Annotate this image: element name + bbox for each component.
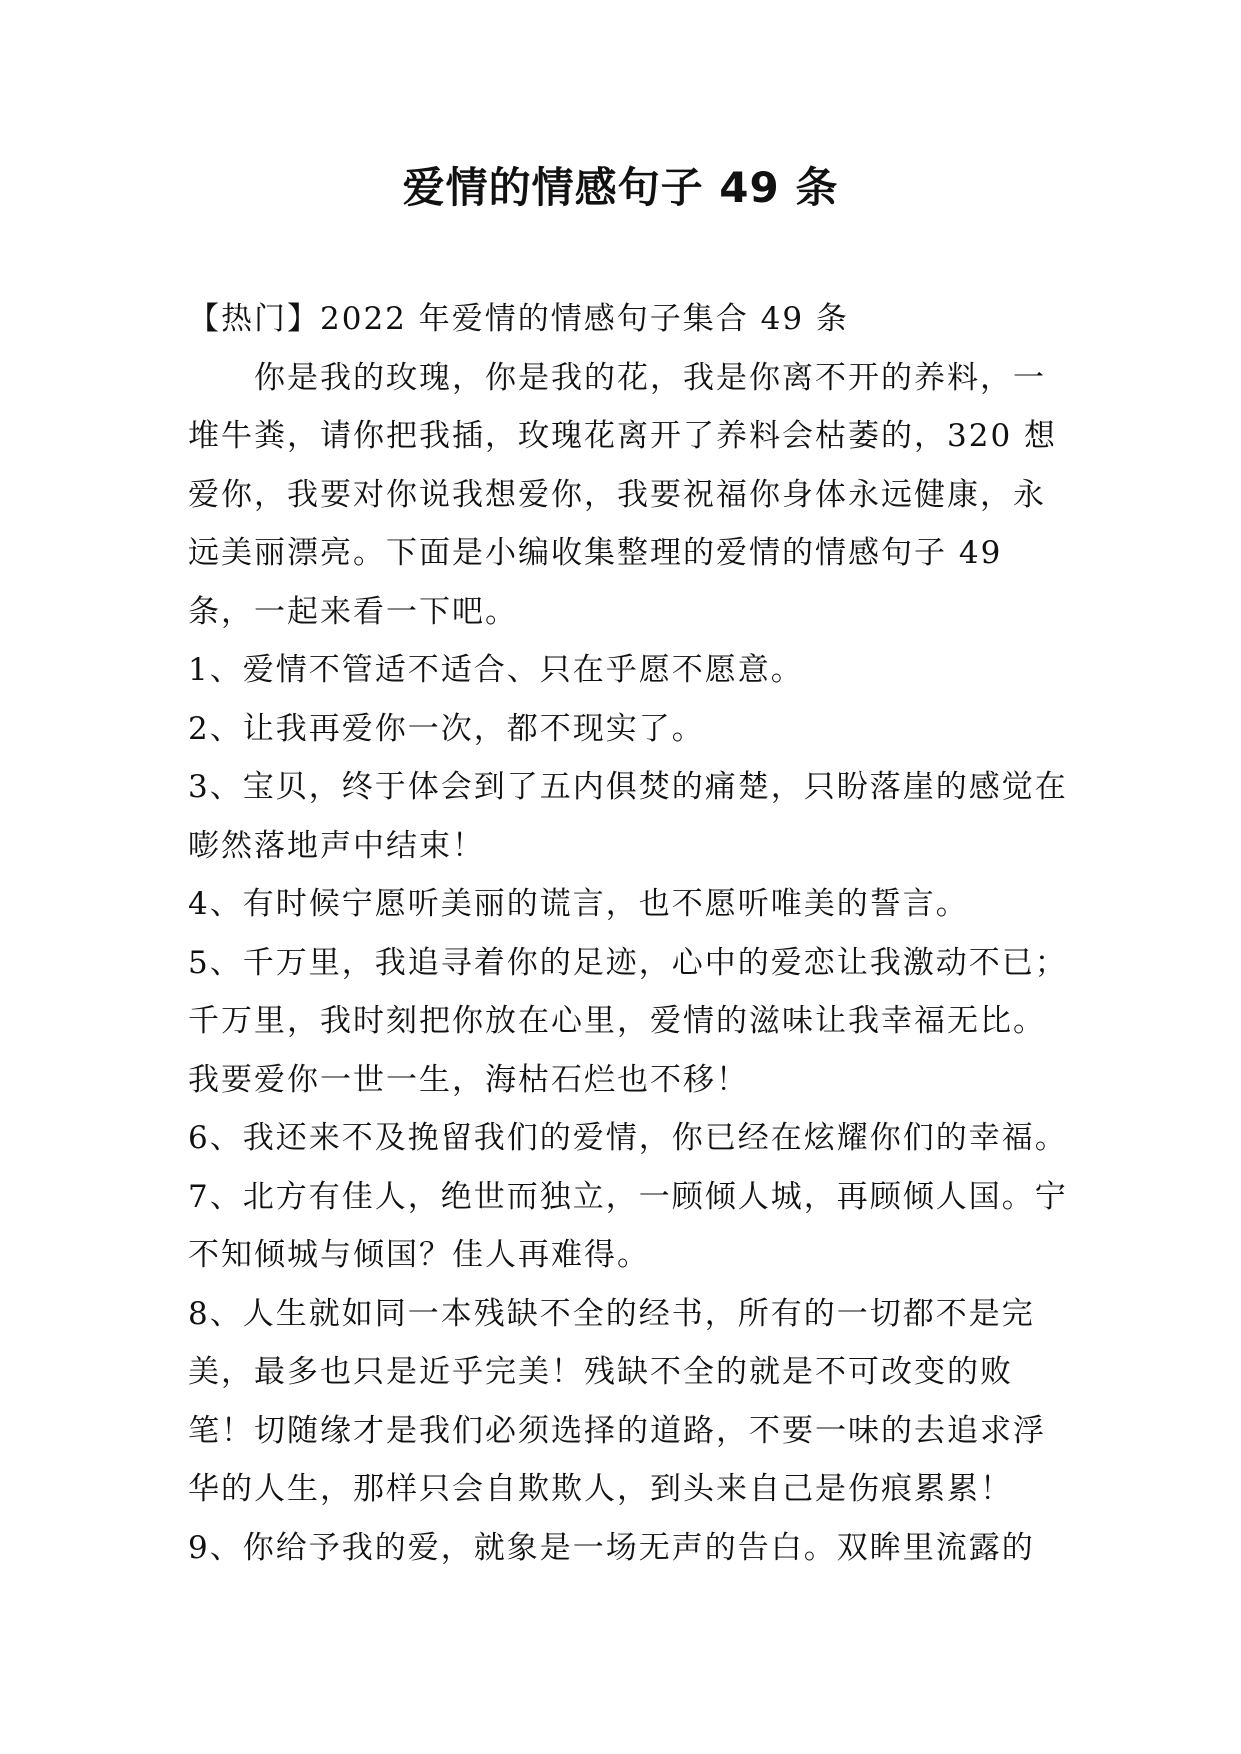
document-body [188,290,1068,1577]
list-item: 4、有时候宁愿听美丽的谎言，也不愿听唯美的誓言。 [188,886,969,922]
list-item: 7、北方有佳人，绝世而独立，一顾倾人城，再顾倾人国。宁不知倾城与倾国？佳人再难得。 [188,1178,1068,1273]
document-subtitle: 【热门】2022 年爱情的情感句子集合 49 条 [188,301,849,337]
list-item: 6、我还来不及挽留我们的爱情，你已经在炫耀你们的幸福。 [188,1120,1068,1156]
list-item: 9、你给予我的爱，就象是一场无声的告白。双眸里流露的 [188,1529,1035,1566]
list-item: 8、人生就如同一本残缺不全的经书，所有的一切都不是完美，最多也只是近乎完美！残缺不全的就是不可改变的败笔！切随缘才是我们必须选择的道路，不要一味的去追求浮华的人生，那样只会自欺欺人，到头来自己是伤痕累累！ [188,1295,1046,1507]
list-item: 3、宝贝，终于体会到了五内俱焚的痛楚，只盼落崖的感觉在嘭然落地声中结束！ [188,769,1068,864]
list-item: 5、千万里，我追寻着你的足迹，心中的爱恋让我激动不已；千万里，我时刻把你放在心里，爱情的滋味让我幸福无比。我要爱你一世一生，海枯石烂也不移！ [188,944,1068,1098]
intro-paragraph: 你是我的玫瑰，你是我的花，我是你离不开的养料，一堆牛粪，请你把我插，玫瑰花离开了养料会枯萎的，320 想爱你，我要对你说我想爱你，我要祝福你身体永远健康，永远美丽漂亮。下面是小编收集整理的爱情的情感句子 49 条，一起来看一下吧。 [188,359,1058,630]
document-title: 爱情的情感句子 49 条 [402,163,839,212]
list-item: 2、让我再爱你一次，都不现实了。 [188,710,705,747]
list-item: 1、爱情不管适不适合、只在乎愿不愿意。 [188,652,804,688]
